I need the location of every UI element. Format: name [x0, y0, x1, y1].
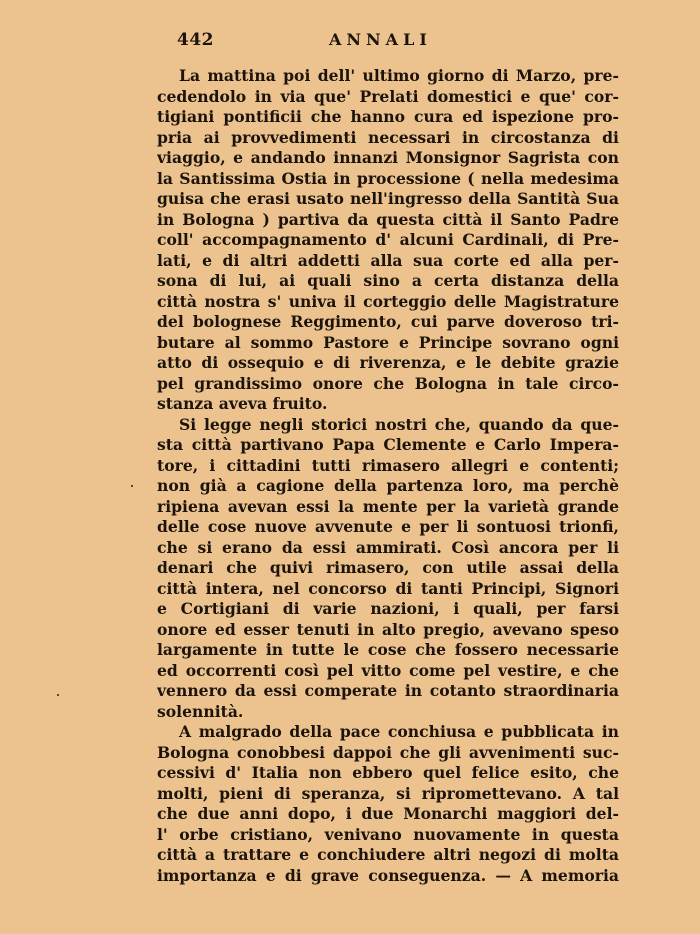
text-line: tigiani pontificii che hanno cura ed ispezione pro-	[157, 107, 619, 126]
text-line: la Santissima Ostia in processione ( nella medesima	[157, 168, 619, 188]
text-line: viaggio, e andando innanzi Monsignor Sagrista con	[157, 148, 619, 167]
text-line: città intera, nel concorso di tanti Principi, Signori	[157, 578, 619, 598]
text-line: A malgrado della pace conchiusa e pubblicata in	[179, 722, 619, 741]
text-line: delle cose nuove avvenute e per li sontuosi trionfi,	[157, 517, 619, 536]
text-line: cedendolo in via que' Prelati domestici e que' cor-	[157, 86, 619, 106]
running-title: ANNALI	[329, 30, 432, 49]
text-line: in Bologna ) partiva da questa città il Santo Padre	[157, 209, 619, 229]
text-line: Si legge negli storici nostri che, quando da que-	[179, 414, 619, 434]
text-line: non già a cagione della partenza loro, ma perchè	[157, 476, 619, 495]
print-speck	[57, 694, 59, 696]
page-number: 442	[177, 30, 214, 50]
text-line: denari che quivi rimasero, con utile assai della	[157, 558, 619, 577]
text-line: e Cortigiani di varie nazioni, i quali, per farsi	[157, 599, 619, 618]
text-line: Bologna conobbesi dappoi che gli avvenimenti suc-	[157, 742, 619, 762]
text-line: città nostra s' univa il corteggio delle Magistrature	[157, 291, 619, 311]
text-line: importanza e di grave conseguenza. — A memoria	[157, 865, 619, 885]
text-line: pria ai provvedimenti necessari in circostanza di	[157, 127, 619, 147]
text-line: guisa che erasi usato nell'ingresso della Santità Sua	[157, 189, 619, 208]
text-line: che si erano da essi ammirati. Così ancora per li	[157, 537, 619, 557]
text-line: La mattina poi dell' ultimo giorno di Marzo, pre-	[179, 66, 619, 85]
text-line: cessivi d' Italia non ebbero quel felice esito, che	[157, 763, 619, 782]
text-line: coll' accompagnamento d' alcuni Cardinali, di Pre-	[157, 230, 619, 249]
print-speck	[131, 485, 133, 487]
text-line: onore ed esser tenuti in alto pregio, avevano speso	[157, 619, 619, 639]
text-line: vennero da essi comperate in cotanto straordinaria	[157, 681, 619, 700]
text-line: tore, i cittadini tutti rimasero allegri e contenti;	[157, 455, 619, 475]
page-header	[157, 30, 619, 52]
text-line: lati, e di altri addetti alla sua corte ed alla per-	[157, 250, 619, 270]
text-line: molti, pieni di speranza, si ripromettevano. A tal	[157, 783, 619, 803]
text-line: del bolognese Reggimento, cui parve doveroso tri-	[157, 312, 619, 331]
body-text	[157, 66, 619, 886]
text-line: atto di ossequio e di riverenza, e le debite grazie	[157, 353, 619, 372]
text-line: sta città partivano Papa Clemente e Carlo Impera-	[157, 435, 619, 454]
text-line: che due anni dopo, i due Monarchi maggiori del-	[157, 804, 619, 823]
text-line: l' orbe cristiano, venivano nuovamente in questa	[157, 824, 619, 844]
text-line: butare al sommo Pastore e Principe sovrano ogni	[157, 332, 619, 352]
text-line: ed occorrenti così pel vitto come pel vestire, e che	[157, 660, 619, 680]
text-line: largamente in tutte le cose che fossero necessarie	[157, 640, 619, 659]
text-line: ripiena avevan essi la mente per la varietà grande	[157, 496, 619, 516]
text-line: stanza aveva fruito.	[157, 394, 328, 413]
text-line: città a trattare e conchiudere altri negozi di molta	[157, 845, 619, 864]
text-line: sona di lui, ai quali sino a certa distanza della	[157, 271, 619, 290]
text-line: pel grandissimo onore che Bologna in tale circo-	[157, 373, 619, 393]
text-line: solennità.	[157, 701, 244, 721]
